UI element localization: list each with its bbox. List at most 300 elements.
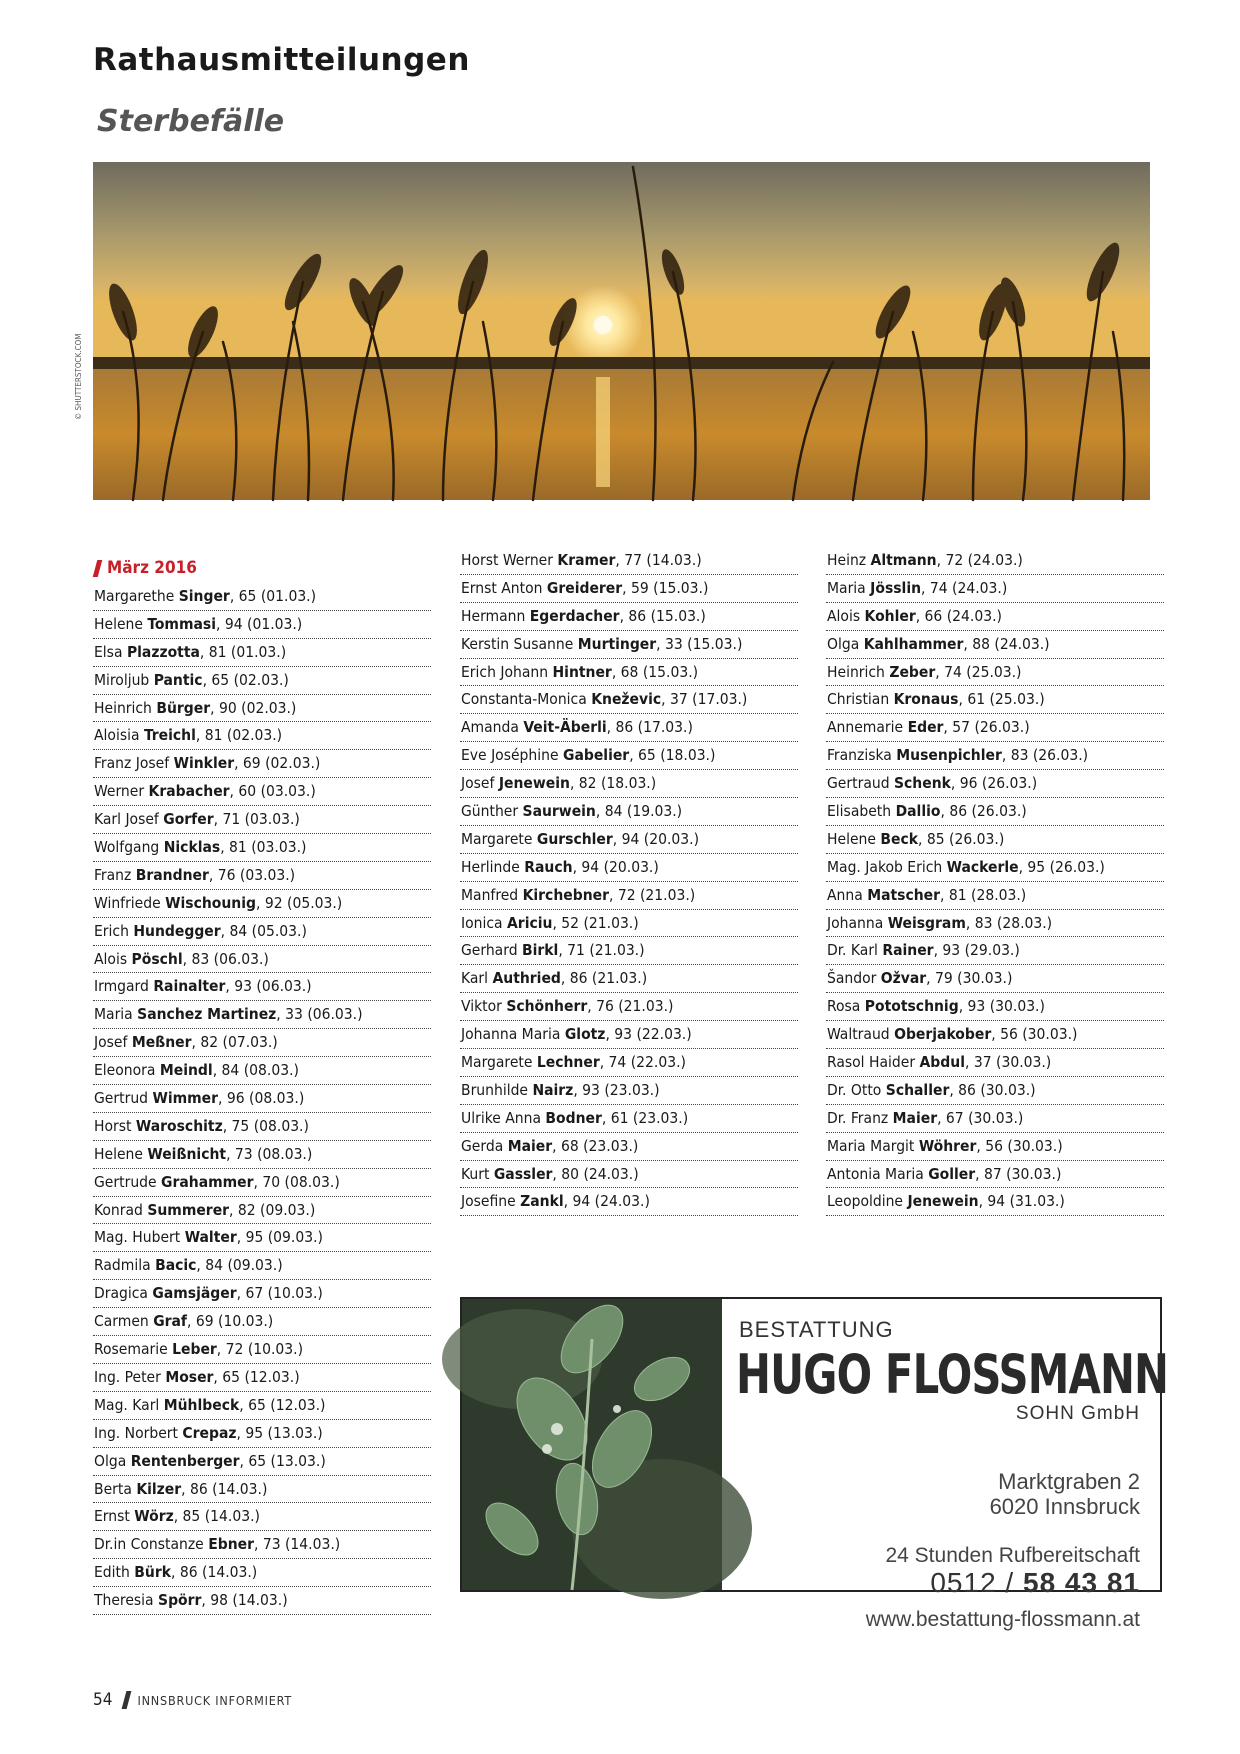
age-and-date: , 98 (14.03.) bbox=[201, 1591, 288, 1610]
surname: Jenewein bbox=[907, 1192, 979, 1211]
surname: Wackerle bbox=[946, 857, 1019, 876]
surname: Weißnicht bbox=[147, 1144, 227, 1163]
age-and-date: , 56 (30.03.) bbox=[976, 1136, 1063, 1155]
funeral-home-advertisement bbox=[460, 1297, 1169, 1631]
list-item bbox=[93, 1420, 431, 1448]
age-and-date: , 85 (14.03.) bbox=[173, 1507, 260, 1526]
first-name: Alois bbox=[827, 606, 861, 625]
age-and-date: , 72 (24.03.) bbox=[936, 551, 1023, 569]
age-and-date: , 81 (28.03.) bbox=[940, 885, 1027, 904]
list-item bbox=[93, 583, 431, 611]
age-and-date: , 65 (13.03.) bbox=[239, 1451, 326, 1470]
list-item bbox=[93, 1252, 431, 1280]
age-and-date: , 74 (22.03.) bbox=[599, 1053, 686, 1072]
list-item bbox=[826, 798, 1164, 826]
list-item bbox=[826, 1105, 1164, 1133]
surname: Pöschl bbox=[131, 949, 183, 968]
surname: Kohler bbox=[864, 606, 916, 625]
surname: Wörz bbox=[134, 1507, 174, 1526]
list-item bbox=[826, 965, 1164, 993]
first-name: Franz Josef bbox=[94, 754, 170, 773]
first-name: Dr. Franz bbox=[827, 1108, 889, 1127]
age-and-date: , 66 (24.03.) bbox=[915, 606, 1002, 625]
list-item bbox=[93, 1308, 431, 1336]
first-name: Ionica bbox=[461, 913, 503, 932]
age-and-date: , 60 (03.03.) bbox=[229, 782, 316, 801]
ad-company-name: HUGO FLOSSMANN bbox=[736, 1343, 1169, 1406]
list-item bbox=[826, 854, 1164, 882]
age-and-date: , 70 (08.03.) bbox=[253, 1172, 340, 1191]
surname: Kronaus bbox=[893, 690, 959, 709]
surname: Crepaz bbox=[182, 1423, 237, 1442]
first-name: Wolfgang bbox=[94, 838, 160, 857]
list-item bbox=[93, 1141, 431, 1169]
surname: Walter bbox=[184, 1228, 237, 1247]
first-name: Gerhard bbox=[461, 941, 518, 960]
list-item bbox=[93, 695, 431, 723]
death-list-column-3 bbox=[826, 547, 1164, 1216]
first-name: Günther bbox=[461, 802, 519, 821]
surname: Brandner bbox=[135, 865, 209, 884]
surname: Altmann bbox=[870, 551, 937, 569]
first-name: Dr. Karl bbox=[827, 941, 878, 960]
surname: Summerer bbox=[147, 1200, 230, 1219]
list-item bbox=[93, 1057, 431, 1085]
list-item bbox=[93, 1224, 431, 1252]
first-name: Rasol Haider bbox=[827, 1053, 916, 1072]
surname: Waroschitz bbox=[135, 1116, 223, 1135]
first-name: Constanta-Monica bbox=[461, 690, 587, 709]
first-name: Annemarie bbox=[827, 718, 904, 737]
list-item bbox=[826, 882, 1164, 910]
age-and-date: , 94 (24.03.) bbox=[563, 1192, 650, 1211]
surname: Kramer bbox=[557, 551, 616, 569]
age-and-date: , 76 (03.03.) bbox=[208, 865, 296, 884]
surname: Bodner bbox=[545, 1108, 602, 1127]
age-and-date: , 84 (08.03.) bbox=[212, 1061, 299, 1080]
surname: Sanchez Martinez bbox=[137, 1005, 277, 1024]
list-item bbox=[93, 834, 431, 862]
age-and-date: , 79 (30.03.) bbox=[926, 969, 1013, 988]
age-and-date: , 71 (03.03.) bbox=[213, 810, 300, 829]
age-and-date: , 59 (15.03.) bbox=[622, 578, 709, 597]
surname: Ožvar bbox=[880, 969, 927, 988]
ad-service: 24 Stunden Rufbereitschaft bbox=[885, 1544, 1140, 1567]
age-and-date: , 94 (20.03.) bbox=[572, 857, 659, 876]
surname: Lechner bbox=[536, 1053, 600, 1072]
surname: Treichl bbox=[143, 726, 196, 745]
surname: Rainer bbox=[882, 941, 934, 960]
page-footer bbox=[93, 1690, 292, 1710]
list-item bbox=[460, 742, 798, 770]
list-item bbox=[93, 890, 431, 918]
first-name: Margarete bbox=[461, 829, 533, 848]
first-name: Winfriede bbox=[94, 893, 161, 912]
list-item bbox=[460, 659, 798, 687]
age-and-date: , 95 (13.03.) bbox=[236, 1423, 323, 1442]
first-name: Gertrude bbox=[94, 1172, 157, 1191]
age-and-date: , 68 (23.03.) bbox=[552, 1136, 639, 1155]
list-item bbox=[460, 1161, 798, 1189]
first-name: Mag. Karl bbox=[94, 1395, 160, 1414]
list-item bbox=[826, 714, 1164, 742]
ad-phone bbox=[930, 1567, 1140, 1599]
entry-list bbox=[826, 547, 1164, 1216]
entry-list bbox=[460, 547, 798, 1216]
ad-website: www.bestattung-flossmann.at bbox=[865, 1608, 1140, 1631]
first-name: Margarete bbox=[461, 1053, 533, 1072]
surname: Bürk bbox=[134, 1563, 171, 1582]
first-name: Ernst bbox=[94, 1507, 130, 1526]
age-and-date: , 57 (26.03.) bbox=[943, 718, 1030, 737]
surname: Wimmer bbox=[152, 1089, 219, 1108]
list-item bbox=[460, 1133, 798, 1161]
first-name: Eve Joséphine bbox=[461, 746, 559, 765]
list-item bbox=[93, 918, 431, 946]
surname: Wöhrer bbox=[918, 1136, 977, 1155]
first-name: Ernst Anton bbox=[461, 578, 543, 597]
list-item bbox=[93, 973, 431, 1001]
age-and-date: , 93 (06.03.) bbox=[225, 977, 312, 996]
age-and-date: , 65 (01.03.) bbox=[229, 587, 317, 605]
age-and-date: , 33 (15.03.) bbox=[656, 634, 743, 653]
month-label: März 2016 bbox=[107, 558, 197, 578]
list-item bbox=[826, 826, 1164, 854]
list-item bbox=[826, 993, 1164, 1021]
age-and-date: , 81 (03.03.) bbox=[220, 838, 307, 857]
first-name: Miroljub bbox=[94, 670, 150, 689]
first-name: Viktor bbox=[461, 997, 502, 1016]
first-name: Franziska bbox=[827, 746, 892, 765]
first-name: Gerda bbox=[461, 1136, 504, 1155]
first-name: Olga bbox=[94, 1451, 127, 1470]
age-and-date: , 83 (26.03.) bbox=[1001, 746, 1089, 765]
age-and-date: , 74 (25.03.) bbox=[935, 662, 1022, 681]
ad-phone-prefix: 0512 / bbox=[930, 1567, 1023, 1598]
age-and-date: , 65 (12.03.) bbox=[239, 1395, 326, 1414]
surname: Greiderer bbox=[546, 578, 623, 597]
list-item bbox=[93, 1169, 431, 1197]
list-item bbox=[93, 722, 431, 750]
first-name: Brunhilde bbox=[461, 1080, 529, 1099]
first-name: Johanna bbox=[827, 913, 884, 932]
first-name: Berta bbox=[94, 1479, 132, 1498]
list-item bbox=[460, 1077, 798, 1105]
surname: Graf bbox=[153, 1312, 187, 1331]
first-name: Rosemarie bbox=[94, 1340, 168, 1359]
first-name: Ing. Peter bbox=[94, 1367, 161, 1386]
list-item bbox=[460, 631, 798, 659]
age-and-date: , 37 (30.03.) bbox=[964, 1053, 1052, 1072]
age-and-date: , 93 (22.03.) bbox=[605, 1025, 692, 1044]
age-and-date: , 75 (08.03.) bbox=[222, 1116, 309, 1135]
list-item bbox=[460, 770, 798, 798]
age-and-date: , 72 (21.03.) bbox=[608, 885, 696, 904]
first-name: Hermann bbox=[461, 606, 526, 625]
list-item bbox=[826, 659, 1164, 687]
surname: Grahammer bbox=[161, 1172, 254, 1191]
list-item bbox=[826, 1133, 1164, 1161]
list-item bbox=[93, 1559, 431, 1587]
age-and-date: , 85 (26.03.) bbox=[918, 829, 1005, 848]
surname: Rentenberger bbox=[130, 1451, 240, 1470]
list-item bbox=[93, 1448, 431, 1476]
first-name: Johanna Maria bbox=[461, 1025, 561, 1044]
surname: Ariciu bbox=[507, 913, 553, 932]
first-name: Alois bbox=[94, 949, 128, 968]
first-name: Rosa bbox=[827, 997, 861, 1016]
age-and-date: , 56 (30.03.) bbox=[991, 1025, 1078, 1044]
first-name: Maria bbox=[827, 578, 866, 597]
first-name: Elsa bbox=[94, 642, 123, 661]
age-and-date: , 67 (10.03.) bbox=[236, 1284, 323, 1303]
age-and-date: , 69 (02.03.) bbox=[234, 754, 321, 773]
surname: Pantic bbox=[153, 670, 203, 689]
list-item bbox=[93, 1113, 431, 1141]
surname: Plazzotta bbox=[126, 642, 200, 661]
list-item bbox=[826, 1049, 1164, 1077]
list-item bbox=[93, 1029, 431, 1057]
first-name: Elisabeth bbox=[827, 802, 892, 821]
first-name: Antonia Maria bbox=[827, 1164, 924, 1183]
surname: Gassler bbox=[493, 1164, 553, 1183]
surname: Moser bbox=[165, 1367, 214, 1386]
age-and-date: , 93 (30.03.) bbox=[958, 997, 1045, 1016]
list-item bbox=[826, 910, 1164, 938]
age-and-date: , 33 (06.03.) bbox=[276, 1005, 363, 1024]
first-name: Josef bbox=[94, 1033, 128, 1052]
age-and-date: , 86 (14.03.) bbox=[171, 1563, 258, 1582]
first-name: Josef bbox=[461, 774, 495, 793]
surname: Gurschler bbox=[536, 829, 613, 848]
list-item bbox=[93, 778, 431, 806]
age-and-date: , 86 (14.03.) bbox=[181, 1479, 268, 1498]
surname: Zankl bbox=[520, 1192, 564, 1211]
age-and-date: , 82 (09.03.) bbox=[229, 1200, 316, 1219]
first-name: Dr.in Constanze bbox=[94, 1535, 204, 1554]
age-and-date: , 93 (23.03.) bbox=[573, 1080, 660, 1099]
entry-list bbox=[93, 583, 431, 1615]
first-name: Erich bbox=[94, 921, 129, 940]
age-and-date: , 61 (25.03.) bbox=[958, 690, 1045, 709]
surname: Gabelier bbox=[563, 746, 630, 765]
list-item bbox=[460, 798, 798, 826]
surname: Maier bbox=[892, 1108, 938, 1127]
list-item bbox=[826, 742, 1164, 770]
surname: Bacic bbox=[155, 1256, 197, 1275]
age-and-date: , 77 (14.03.) bbox=[615, 551, 702, 569]
ad-company-suffix: SOHN GmbH bbox=[1015, 1403, 1140, 1424]
surname: Mühlbeck bbox=[163, 1395, 240, 1414]
list-item bbox=[826, 1077, 1164, 1105]
first-name: Kurt bbox=[461, 1164, 490, 1183]
list-item bbox=[93, 1503, 431, 1531]
first-name: Ing. Norbert bbox=[94, 1423, 178, 1442]
surname: Glotz bbox=[564, 1025, 606, 1044]
age-and-date: , 86 (26.03.) bbox=[940, 802, 1027, 821]
list-item bbox=[93, 946, 431, 974]
age-and-date: , 88 (24.03.) bbox=[963, 634, 1050, 653]
first-name: Werner bbox=[94, 782, 145, 801]
surname: Murtinger bbox=[577, 634, 657, 653]
surname: Rainalter bbox=[153, 977, 226, 996]
list-item bbox=[460, 1049, 798, 1077]
first-name: Horst Werner bbox=[461, 551, 553, 569]
list-item bbox=[460, 1188, 798, 1216]
age-and-date: , 65 (18.03.) bbox=[629, 746, 716, 765]
age-and-date: , 92 (05.03.) bbox=[256, 893, 343, 912]
first-name: Heinrich bbox=[827, 662, 885, 681]
slash-mark-icon bbox=[122, 1691, 132, 1709]
age-and-date: , 86 (17.03.) bbox=[606, 718, 693, 737]
surname: Weisgram bbox=[887, 913, 966, 932]
surname: Singer bbox=[178, 587, 230, 605]
first-name: Gertraud bbox=[827, 774, 890, 793]
list-item bbox=[93, 1280, 431, 1308]
list-item bbox=[460, 826, 798, 854]
surname: Maier bbox=[507, 1136, 553, 1155]
list-item bbox=[93, 1364, 431, 1392]
ad-street: Marktgraben 2 bbox=[998, 1469, 1140, 1494]
age-and-date: , 80 (24.03.) bbox=[552, 1164, 639, 1183]
list-item bbox=[460, 686, 798, 714]
first-name: Waltraud bbox=[827, 1025, 890, 1044]
surname: Nairz bbox=[532, 1080, 574, 1099]
surname: Meßner bbox=[131, 1033, 192, 1052]
age-and-date: , 95 (09.03.) bbox=[236, 1228, 323, 1247]
list-item bbox=[826, 937, 1164, 965]
surname: Hintner bbox=[552, 662, 612, 681]
list-item bbox=[93, 611, 431, 639]
list-item bbox=[93, 750, 431, 778]
age-and-date: , 86 (15.03.) bbox=[619, 606, 706, 625]
first-name: Theresia bbox=[94, 1591, 154, 1610]
list-item bbox=[93, 1587, 431, 1615]
age-and-date: , 96 (08.03.) bbox=[218, 1089, 305, 1108]
first-name: Kerstin Susanne bbox=[461, 634, 574, 653]
age-and-date: , 37 (17.03.) bbox=[661, 690, 748, 709]
age-and-date: , 86 (30.03.) bbox=[949, 1080, 1036, 1099]
list-item bbox=[460, 965, 798, 993]
list-item bbox=[826, 686, 1164, 714]
surname: Oberjakober bbox=[894, 1025, 992, 1044]
list-item bbox=[93, 639, 431, 667]
list-item bbox=[826, 1161, 1164, 1189]
age-and-date: , 52 (21.03.) bbox=[552, 913, 639, 932]
surname: Bürger bbox=[156, 698, 211, 717]
age-and-date: , 82 (18.03.) bbox=[569, 774, 657, 793]
first-name: Heinrich bbox=[94, 698, 152, 717]
surname: Goller bbox=[928, 1164, 976, 1183]
first-name: Radmila bbox=[94, 1256, 151, 1275]
surname: Dallio bbox=[895, 802, 941, 821]
age-and-date: , 87 (30.03.) bbox=[975, 1164, 1062, 1183]
list-item bbox=[460, 882, 798, 910]
age-and-date: , 65 (12.03.) bbox=[213, 1367, 300, 1386]
surname: Abdul bbox=[919, 1053, 965, 1072]
surname: Kilzer bbox=[136, 1479, 182, 1498]
photo-credit: © SHUTTERSTOCK.COM bbox=[74, 333, 83, 420]
age-and-date: , 61 (23.03.) bbox=[601, 1108, 689, 1127]
surname: Musenpichler bbox=[896, 746, 1002, 765]
list-item bbox=[826, 575, 1164, 603]
first-name: Amanda bbox=[461, 718, 519, 737]
first-name: Helene bbox=[94, 1144, 143, 1163]
surname: Krabacher bbox=[148, 782, 230, 801]
age-and-date: , 84 (05.03.) bbox=[220, 921, 307, 940]
page-title: Rathausmitteilungen bbox=[93, 42, 470, 78]
list-item bbox=[460, 1021, 798, 1049]
list-item bbox=[93, 1197, 431, 1225]
list-item bbox=[460, 993, 798, 1021]
first-name: Helene bbox=[827, 829, 876, 848]
first-name: Dragica bbox=[94, 1284, 148, 1303]
death-list-column-1 bbox=[93, 557, 431, 1615]
surname: Kahlhammer bbox=[863, 634, 964, 653]
surname: Schönherr bbox=[506, 997, 588, 1016]
first-name: Carmen bbox=[94, 1312, 149, 1331]
surname: Winkler bbox=[173, 754, 235, 773]
month-heading bbox=[93, 557, 431, 579]
ad-city: 6020 Innsbruck bbox=[989, 1494, 1140, 1519]
first-name: Konrad bbox=[94, 1200, 143, 1219]
first-name: Manfred bbox=[461, 885, 519, 904]
first-name: Mag. Jakob Erich bbox=[827, 857, 943, 876]
first-name: Eleonora bbox=[94, 1061, 156, 1080]
first-name: Horst bbox=[94, 1116, 132, 1135]
list-item bbox=[93, 667, 431, 695]
section-title: Sterbefälle bbox=[97, 104, 285, 139]
list-item bbox=[93, 1392, 431, 1420]
age-and-date: , 81 (02.03.) bbox=[195, 726, 283, 745]
surname: Beck bbox=[880, 829, 919, 848]
age-and-date: , 84 (19.03.) bbox=[595, 802, 683, 821]
age-and-date: , 94 (01.03.) bbox=[215, 614, 303, 633]
surname: Birkl bbox=[521, 941, 559, 960]
surname: Meindl bbox=[159, 1061, 213, 1080]
ad-phone-number: 58 43 81 bbox=[1023, 1567, 1140, 1598]
first-name: Dr. Otto bbox=[827, 1080, 882, 1099]
list-item bbox=[460, 854, 798, 882]
surname: Veit-Äberli bbox=[523, 718, 607, 737]
age-and-date: , 84 (09.03.) bbox=[196, 1256, 283, 1275]
age-and-date: , 82 (07.03.) bbox=[191, 1033, 278, 1052]
first-name: Herlinde bbox=[461, 857, 520, 876]
list-item bbox=[93, 1476, 431, 1504]
first-name: Heinz bbox=[827, 551, 867, 569]
list-item bbox=[93, 1531, 431, 1559]
surname: Rauch bbox=[524, 857, 573, 876]
surname: Authried bbox=[492, 969, 561, 988]
list-item bbox=[460, 937, 798, 965]
age-and-date: , 95 (26.03.) bbox=[1018, 857, 1105, 876]
first-name: Šandor bbox=[827, 969, 877, 988]
surname: Kneževic bbox=[591, 690, 662, 709]
first-name: Anna bbox=[827, 885, 863, 904]
age-and-date: , 67 (30.03.) bbox=[937, 1108, 1024, 1127]
list-item bbox=[460, 1105, 798, 1133]
first-name: Edith bbox=[94, 1563, 130, 1582]
first-name: Olga bbox=[827, 634, 860, 653]
age-and-date: , 81 (01.03.) bbox=[199, 642, 287, 661]
age-and-date: , 69 (10.03.) bbox=[186, 1312, 274, 1331]
surname: Wischounig bbox=[165, 893, 256, 912]
surname: Eder bbox=[907, 718, 944, 737]
surname: Ebner bbox=[208, 1535, 254, 1554]
surname: Hundegger bbox=[133, 921, 221, 940]
age-and-date: , 68 (15.03.) bbox=[611, 662, 699, 681]
list-item bbox=[93, 806, 431, 834]
